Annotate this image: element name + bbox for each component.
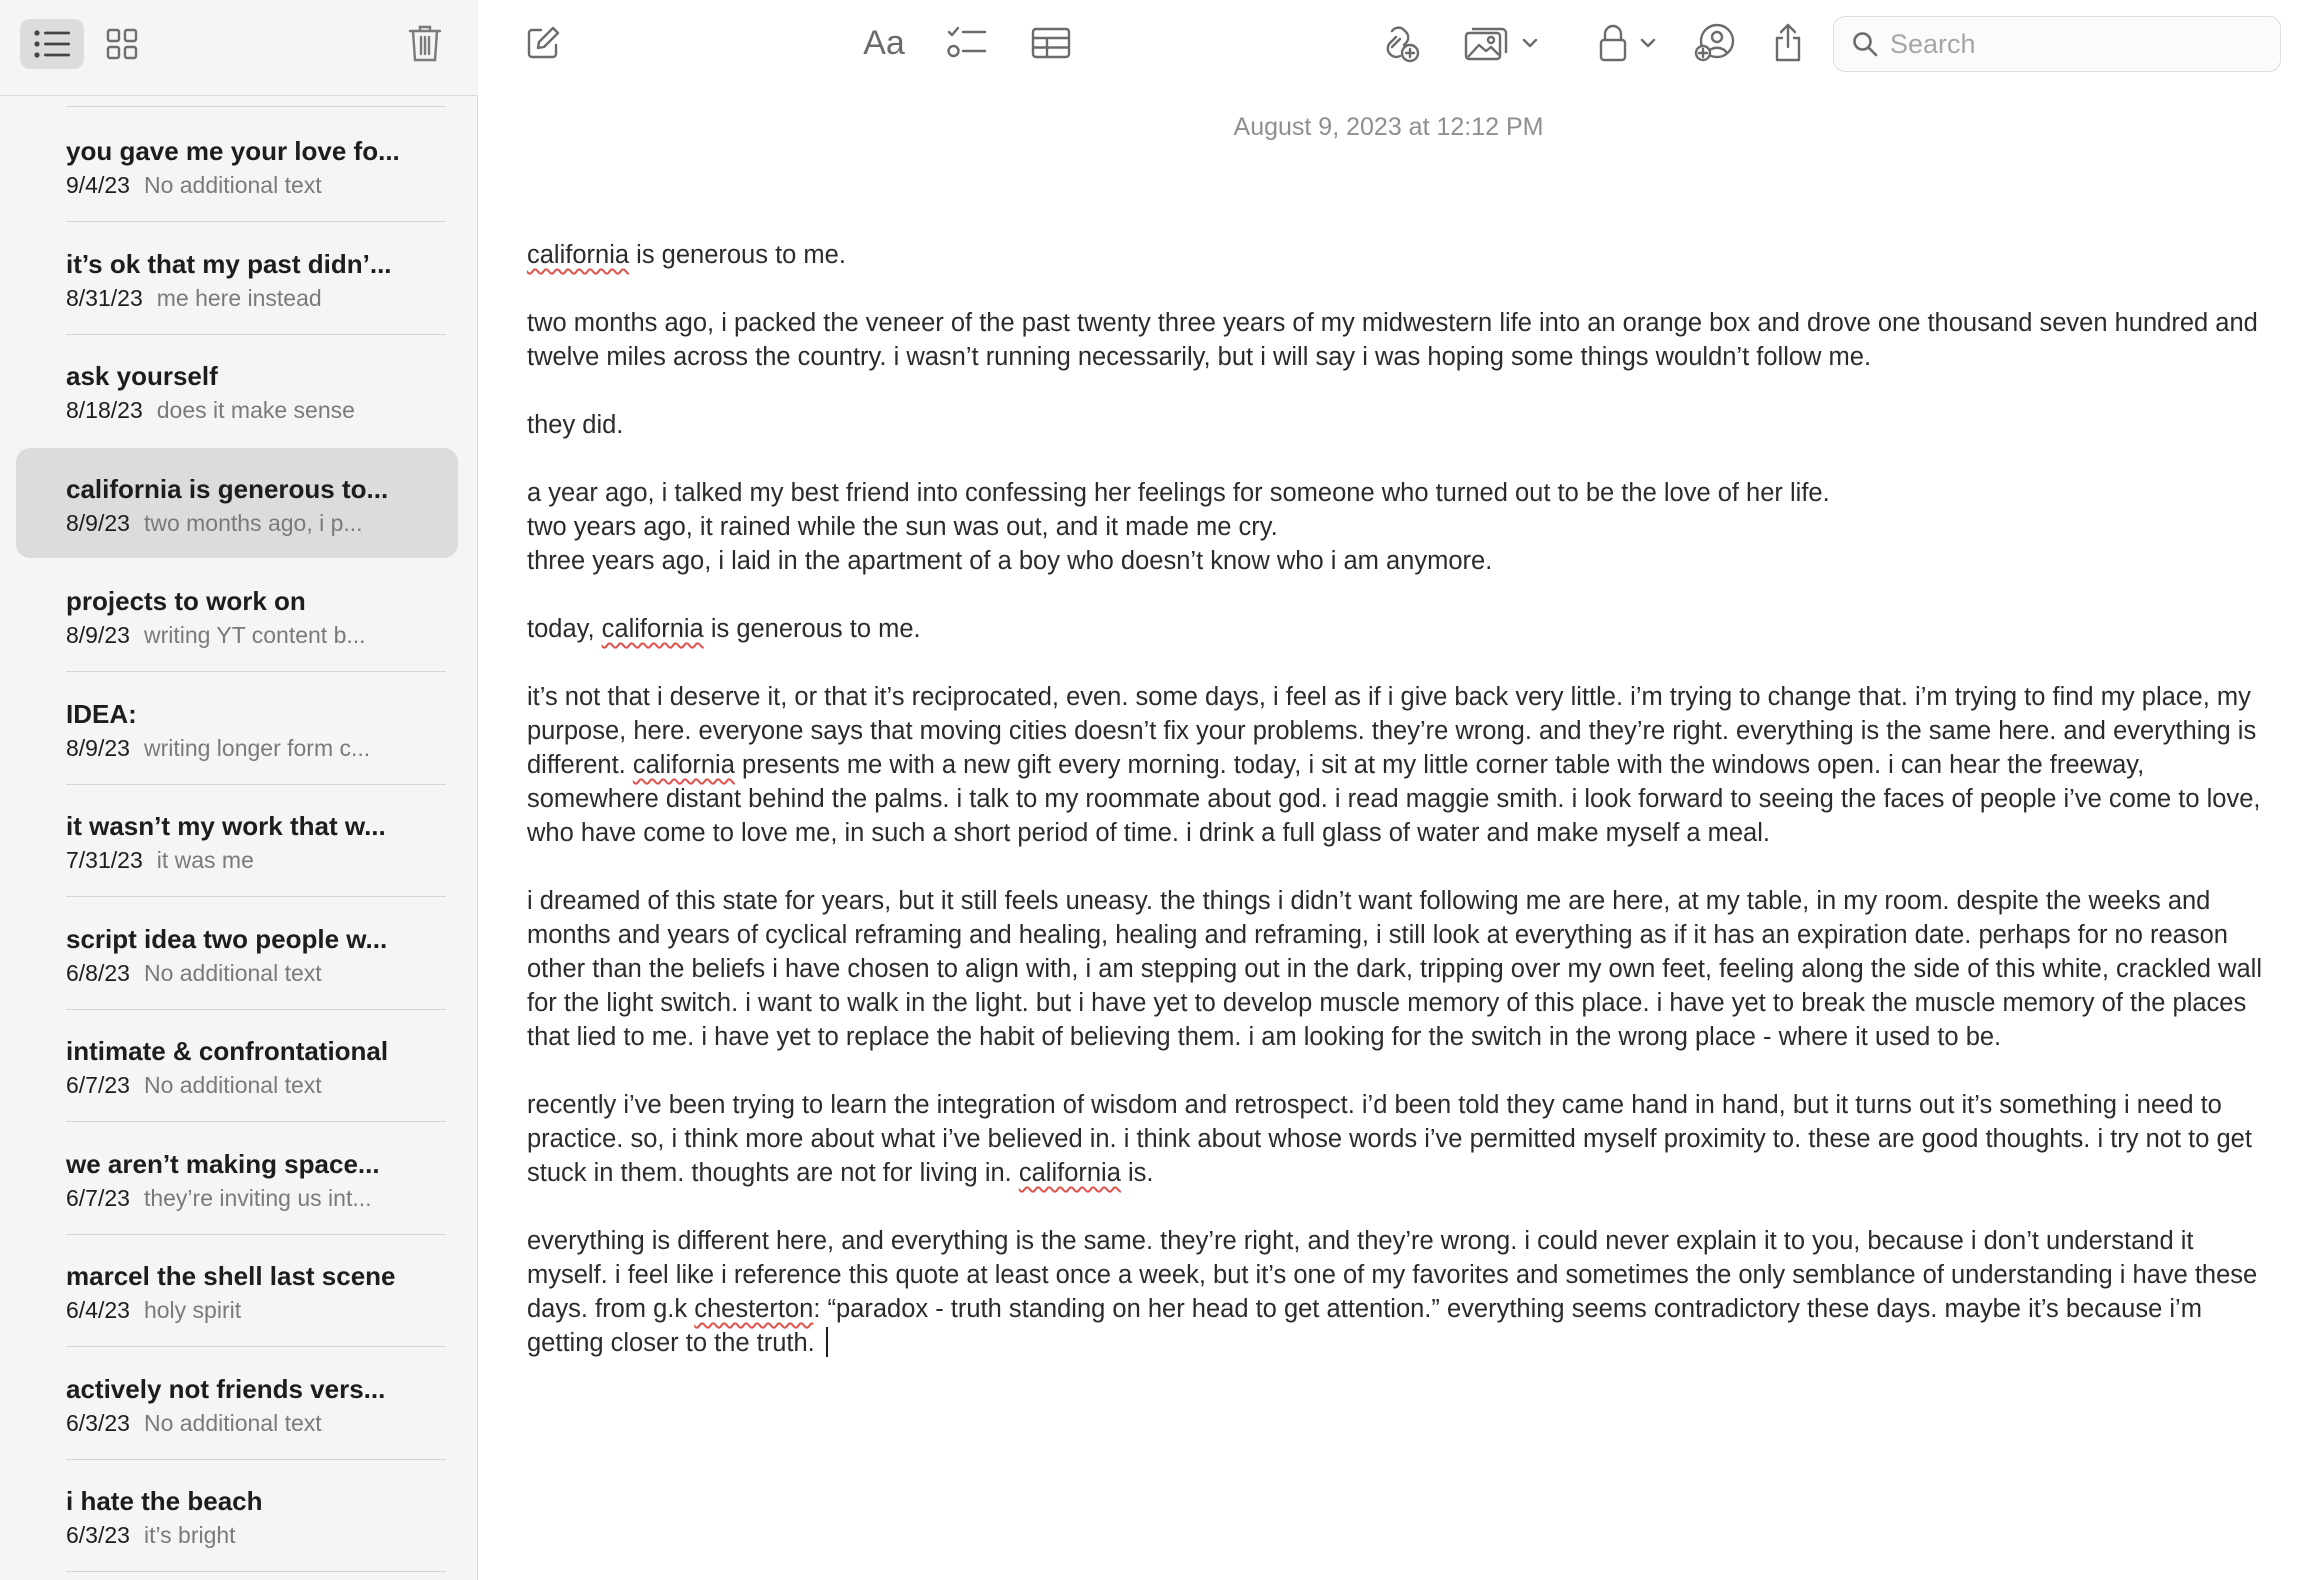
note-snippet: No additional text <box>143 1072 322 1098</box>
note-meta <box>66 847 438 874</box>
note-meta <box>66 1297 438 1324</box>
note-date: 8/18/23 <box>66 397 143 423</box>
misspelled-word: chesterton <box>694 1295 814 1323</box>
note-list-item[interactable] <box>16 448 458 558</box>
checklist-button[interactable] <box>939 16 995 70</box>
note-title: i hate the beach <box>66 1486 263 1516</box>
sidebar-toolbar <box>0 0 478 96</box>
note-title: we aren’t making space... <box>66 1148 380 1179</box>
new-note-button[interactable] <box>515 16 571 70</box>
note-list-item[interactable] <box>16 1235 458 1345</box>
note-snippet: two months ago, i p... <box>143 509 363 536</box>
note-snippet: writing YT content b... <box>143 622 366 648</box>
note-paragraph: recently i’ve been trying to learn the integration of wisdom and retrospect. i’d been told they came hand in hand, but it turns out it’s something i need to practice. so, i think more about what i’ve believed in. i think about whose words i’ve permitted myself proximity to. these are good thoughts. i try not to get stuck in them. thoughts are not for living in. california is. <box>527 1091 2252 1187</box>
list-divider <box>66 1346 446 1347</box>
note-meta <box>66 960 438 987</box>
note-list-item[interactable] <box>16 110 458 220</box>
note-title: you gave me your love fo... <box>66 136 400 166</box>
note-paragraph: today, california is generous to me. <box>527 615 921 643</box>
search-icon <box>1852 31 1878 57</box>
checklist-icon <box>947 25 987 61</box>
chevron-down-icon <box>1640 38 1656 48</box>
note-title: IDEA: <box>66 698 137 729</box>
note-snippet: they’re inviting us int... <box>143 1184 372 1211</box>
note-list-item[interactable] <box>16 673 458 783</box>
lock-icon <box>1598 24 1628 62</box>
note-list-item[interactable] <box>16 1460 458 1570</box>
note-meta <box>66 397 438 424</box>
search-input[interactable] <box>1890 23 2270 65</box>
note-list-item[interactable] <box>16 898 458 1008</box>
note-snippet: it was me <box>156 847 254 873</box>
note-title: marcel the shell last scene <box>66 1261 396 1291</box>
list-divider <box>66 671 446 672</box>
note-snippet: No additional text <box>143 172 322 198</box>
note-date: 8/9/23 <box>66 509 130 536</box>
delete-note-button[interactable] <box>400 16 450 70</box>
note-title: ask yourself <box>66 361 218 391</box>
note-timestamp: August 9, 2023 at 12:12 PM <box>1233 113 1544 141</box>
note-date: 6/4/23 <box>66 1297 130 1323</box>
misspelled-word: california <box>1018 1159 1121 1187</box>
format-icon: Aa <box>863 23 905 62</box>
note-meta <box>66 510 438 537</box>
note-title: projects to work on <box>66 586 306 616</box>
note-list-item[interactable] <box>16 335 458 445</box>
note-paragraph: two months ago, i packed the veneer of the past twenty three years of my midwestern life into an orange box and drove one thousand seven hundred and twelve miles across the country. i wasn’t running necessarily, but i will say i was hoping some things wouldn’t follow me. <box>527 309 2258 371</box>
collaborate-icon <box>1694 23 1736 63</box>
list-divider <box>66 1121 446 1122</box>
text-cursor <box>826 1327 828 1357</box>
note-meta <box>66 285 438 312</box>
note-editor-pane <box>479 0 2298 1580</box>
note-title: script idea two people w... <box>66 923 388 954</box>
note-meta <box>66 735 438 762</box>
note-date: 7/31/23 <box>66 847 143 873</box>
link-icon <box>1378 23 1420 63</box>
note-meta <box>66 622 438 649</box>
note-date: 8/9/23 <box>66 622 130 648</box>
trash-icon <box>408 23 442 63</box>
note-title: intimate & confrontational <box>66 1036 389 1066</box>
note-snippet: does it make sense <box>156 397 355 423</box>
note-paragraph: california is generous to me. <box>527 241 846 269</box>
note-meta <box>66 1522 438 1549</box>
note-body[interactable] <box>527 238 2267 1394</box>
gallery-view-icon <box>106 28 138 60</box>
list-view-icon <box>33 29 71 59</box>
note-date: 8/9/23 <box>66 734 130 761</box>
sidebar <box>0 0 478 1580</box>
note-paragraph: everything is different here, and everything is the same. they’re right, and they’re wrong. i could never explain it to you, because i don’t understand it myself. i feel like i reference this quote at least once a week, but it’s one of my favorites and sometimes the only semblance of understanding i have these days. from g.k chesterton: “paradox - truth standing on her head to get attention.” everything seems contradictory these days. maybe it’s because i’m getting closer to the truth. <box>527 1227 2258 1357</box>
note-snippet: No additional text <box>143 1409 322 1436</box>
note-meta <box>66 1410 438 1437</box>
compose-icon <box>525 25 561 61</box>
note-date: 6/3/23 <box>66 1522 130 1548</box>
lock-note-button[interactable] <box>1587 16 1667 70</box>
note-date: 6/8/23 <box>66 959 130 986</box>
share-button[interactable] <box>1763 16 1813 70</box>
note-meta <box>66 172 438 199</box>
note-title: california is generous to... <box>66 473 389 504</box>
note-meta <box>66 1185 438 1212</box>
note-date: 6/7/23 <box>66 1184 130 1211</box>
note-paragraph: two years ago, it rained while the sun was out, and it made me cry. <box>527 513 1278 541</box>
list-divider <box>66 106 446 107</box>
insert-media-button[interactable] <box>1455 16 1547 70</box>
note-snippet: writing longer form c... <box>143 734 371 761</box>
note-date: 6/7/23 <box>66 1072 130 1098</box>
format-button[interactable] <box>854 16 914 70</box>
list-divider <box>66 896 446 897</box>
note-title: actively not friends vers... <box>66 1373 386 1404</box>
note-paragraph: they did. <box>527 411 624 439</box>
note-list-item[interactable] <box>16 785 458 895</box>
note-list <box>0 96 478 1580</box>
note-paragraph: a year ago, i talked my best friend into confessing her feelings for someone who turned out to be the love of her life. <box>527 479 1830 507</box>
list-view-button[interactable] <box>20 19 84 69</box>
note-meta <box>66 1072 438 1099</box>
table-icon <box>1031 27 1071 59</box>
note-list-item[interactable] <box>16 560 458 670</box>
note-paragraph: it’s not that i deserve it, or that it’s reciprocated, even. some days, i feel as if i give back very little. i’m trying to change that. i’m trying to find my place, my purpose, here. everyone says that moving cities doesn’t fix your problems. they’re wrong. and they’re right. everything is the same here. and everything is different. california presents me with a new gift every morning. today, i sit at my little corner table with the windows open. i can hear the freeway, somewhere distant behind the palms. i talk to my roommate about god. i read maggie smith. i look forward to seeing the faces of people i’ve come to love, who have come to love me, in such a short period of time. i drink a full glass of water and make myself a meal. <box>527 683 2261 847</box>
editor-toolbar <box>479 0 2298 96</box>
note-title: it’s ok that my past didn’... <box>66 248 392 279</box>
note-date: 9/4/23 <box>66 172 130 198</box>
collaborate-button[interactable] <box>1685 16 1745 70</box>
note-date: 8/31/23 <box>66 284 143 311</box>
list-divider <box>66 221 446 222</box>
note-title: it wasn’t my work that w... <box>66 811 386 841</box>
share-icon <box>1772 23 1804 63</box>
note-list-item[interactable] <box>16 1123 458 1233</box>
note-snippet: me here instead <box>156 284 322 311</box>
table-button[interactable] <box>1023 16 1079 70</box>
note-list-item[interactable] <box>16 1348 458 1458</box>
note-snippet: holy spirit <box>143 1297 242 1323</box>
list-divider <box>66 1571 446 1572</box>
note-paragraph: i dreamed of this state for years, but it still feels uneasy. the things i didn’t want following me are here, at my table, in my room. despite the weeks and months and years of cyclical reframing and healing, healing and reframing, i still look at everything as if it has an expiration date. perhaps for no reason other than the beliefs i have chosen to align with, i am stepping out in the dark, tripping over my own feet, feeling along the side of this white, crackled wall for the light switch. i want to walk in the light. but i have yet to develop muscle memory of this place. i have yet to break the muscle memory of the places that lied to me. i have yet to replace the habit of believing them. i am looking for the switch in the wrong place - where it used to be. <box>527 887 2262 1051</box>
note-date: 6/3/23 <box>66 1409 130 1436</box>
misspelled-word: california <box>527 241 630 269</box>
note-list-item[interactable] <box>16 223 458 333</box>
gallery-view-button[interactable] <box>96 19 148 69</box>
note-snippet: No additional text <box>143 959 322 986</box>
note-snippet: it’s bright <box>143 1522 236 1548</box>
add-link-button[interactable] <box>1369 16 1429 70</box>
note-list-item[interactable] <box>16 1010 458 1120</box>
search-box[interactable] <box>1833 16 2281 72</box>
misspelled-word: california <box>632 751 735 779</box>
note-paragraph: three years ago, i laid in the apartment of a boy who doesn’t know who i am anymore. <box>527 547 1493 575</box>
media-icon <box>1464 25 1510 61</box>
misspelled-word: california <box>601 615 704 643</box>
chevron-down-icon <box>1522 38 1538 48</box>
